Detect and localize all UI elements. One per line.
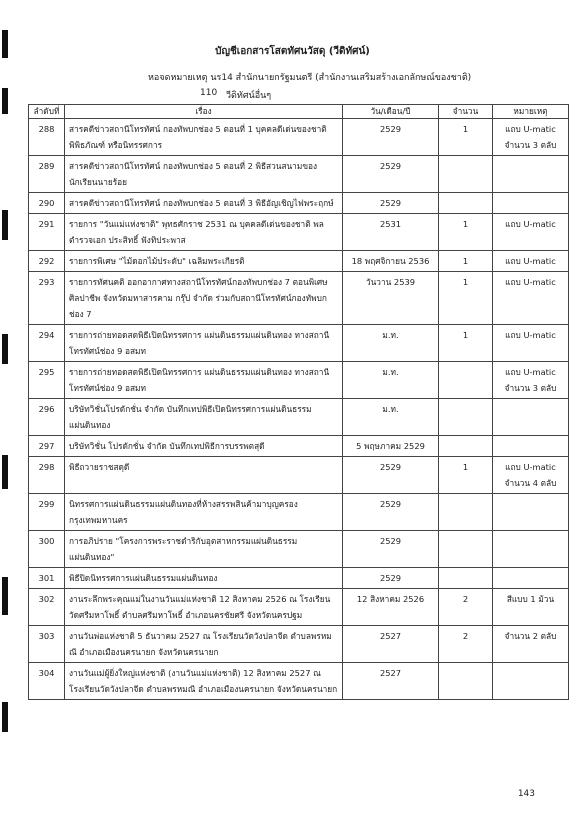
cell-note: แถบ U-matic จำนวน 3 ตลับ [493, 362, 569, 399]
cell-qty [439, 436, 493, 457]
cell-qty: 1 [439, 119, 493, 156]
cell-title: งานระลึกพระคุณแม่ในงานวันแม่แห่งชาติ 12 สิงหาคม 2526 ณ โรงเรียนวัดศรีมหาโพธิ์ ตำบลศรีมหาโพธิ์ อำเภอนครชัยศรี จังหวัดนครปฐม [65, 589, 343, 626]
cell-note [493, 531, 569, 568]
cell-note: แถบ U-matic จำนวน 3 ตลับ [493, 119, 569, 156]
table-row [29, 663, 569, 700]
records-table [28, 104, 569, 700]
cell-title: รายการ "วันแม่แห่งชาติ" พุทธศักราช 2531 ณ บุคคลดีเด่นของชาติ พลตำรวจเอก ประสิทธิ์ ฟังทิประพาส [65, 214, 343, 251]
cell-qty: 1 [439, 457, 493, 494]
cell-title: รายการถ่ายทอดสดพิธีเปิดนิทรรศการ แผ่นดินธรรมแผ่นดินทอง ทางสถานีโทรทัศน์ช่อง 9 อสมท [65, 362, 343, 399]
cell-qty: 1 [439, 272, 493, 325]
binder-mark [2, 210, 8, 240]
col-header-note: หมายเหตุ [493, 105, 569, 119]
cell-qty [439, 399, 493, 436]
cell-no: 302 [29, 589, 65, 626]
cell-note [493, 494, 569, 531]
page-number: 143 [517, 789, 535, 799]
cell-date: 5 พฤษภาคม 2529 [343, 436, 439, 457]
cell-title: บริษัทวิชั่น โปรดักชั่น จำกัด บันทึกเทปพิธีการบรรพตสุดี [65, 436, 343, 457]
cell-no: 299 [29, 494, 65, 531]
cell-qty [439, 494, 493, 531]
table-row [29, 214, 569, 251]
cell-qty [439, 663, 493, 700]
cell-qty [439, 193, 493, 214]
binder-mark [2, 334, 8, 364]
table-row [29, 251, 569, 272]
cell-date: 2529 [343, 531, 439, 568]
cell-qty: 2 [439, 589, 493, 626]
cell-no: 289 [29, 156, 65, 193]
document-title: บัญชีเอกสารโสตทัศนวัสดุ (วีดิทัศน์) [215, 46, 370, 57]
cell-date: 2529 [343, 494, 439, 531]
cell-no: 300 [29, 531, 65, 568]
cell-date: 12 สิงหาคม 2526 [343, 589, 439, 626]
cell-qty [439, 568, 493, 589]
binder-mark [2, 702, 8, 732]
cell-title: งานวันแม่ผู้ยิ่งใหญ่แห่งชาติ (งานวันแม่แห่งชาติ) 12 สิงหาคม 2527 ณ โรงเรียนวัดวังปลาจีด ตำบลพรหมณี อำเภอเมืองนครนายก จังหวัดนครนายก [65, 663, 343, 700]
cell-qty [439, 156, 493, 193]
cell-date: ม.ท. [343, 399, 439, 436]
cell-qty: 1 [439, 214, 493, 251]
cell-no: 290 [29, 193, 65, 214]
cell-date: 2531 [343, 214, 439, 251]
cell-title: สารคดีข่าวสถานีโทรทัศน์ กองทัพบกช่อง 5 ตอนที่ 1 บุคคลดีเด่นของชาติ พิพิธภัณฑ์ หรือนิทรรศการ [65, 119, 343, 156]
cell-qty: 1 [439, 325, 493, 362]
table-row [29, 436, 569, 457]
table-row [29, 325, 569, 362]
cell-note [493, 568, 569, 589]
cell-no: 296 [29, 399, 65, 436]
cell-no: 291 [29, 214, 65, 251]
cell-no: 301 [29, 568, 65, 589]
table-row [29, 156, 569, 193]
cell-note [493, 399, 569, 436]
cell-date: 2529 [343, 568, 439, 589]
cell-date: ม.ท. [343, 362, 439, 399]
cell-no: 295 [29, 362, 65, 399]
cell-date: 2529 [343, 156, 439, 193]
cell-no: 293 [29, 272, 65, 325]
binder-mark [2, 455, 8, 489]
cell-note: แถบ U-matic [493, 251, 569, 272]
col-header-title: เรื่อง [65, 105, 343, 119]
table-row [29, 568, 569, 589]
table-row [29, 193, 569, 214]
cell-note [493, 193, 569, 214]
cell-date: 2527 [343, 626, 439, 663]
cell-date: ม.ท. [343, 325, 439, 362]
table-row [29, 531, 569, 568]
cell-date: 2529 [343, 193, 439, 214]
cell-date: 2529 [343, 457, 439, 494]
archive-line: หอจดหมายเหตุ นร14 สำนักนายกรัฐมนตรี (สำนักงานเสริมสร้างเอกลักษณ์ของชาติ) [148, 73, 472, 83]
table-row [29, 457, 569, 494]
cell-note: จำนวน 2 ตลับ [493, 626, 569, 663]
cell-date: 2529 [343, 119, 439, 156]
cell-no: 303 [29, 626, 65, 663]
cell-no: 297 [29, 436, 65, 457]
binder-mark [2, 88, 8, 114]
cell-qty: 2 [439, 626, 493, 663]
cell-title: นิทรรศการแผ่นดินธรรมแผ่นดินทองที่ห้างสรรพสินค้ามาบุญครอง กรุงเทพมหานคร [65, 494, 343, 531]
col-header-qty: จำนวน [439, 105, 493, 119]
cell-date: 18 พฤศจิกายน 2536 [343, 251, 439, 272]
cell-qty [439, 362, 493, 399]
cell-title: งานวันพ่อแห่งชาติ 5 ธันวาคม 2527 ณ โรงเรียนวัดวังปลาจีด ตำบลพรหมณี อำเภอเมืองนครนายก จังหวัดนครนายก [65, 626, 343, 663]
cell-title: รายการพิเศษ "ไม้ดอกไม้ประดับ" เฉลิมพระเกียรติ [65, 251, 343, 272]
cell-note: แถบ U-matic [493, 272, 569, 325]
cell-qty: 1 [439, 251, 493, 272]
cell-note [493, 436, 569, 457]
table-row [29, 362, 569, 399]
cell-qty [439, 531, 493, 568]
cell-note [493, 663, 569, 700]
cell-no: 288 [29, 119, 65, 156]
cell-note: แถบ U-matic จำนวน 4 ตลับ [493, 457, 569, 494]
cell-title: สารคดีข่าวสถานีโทรทัศน์ กองทัพบกช่อง 5 ตอนที่ 3 พิธีอัญเชิญไฟพระฤกษ์ [65, 193, 343, 214]
table-row [29, 626, 569, 663]
cell-title: สารคดีข่าวสถานีโทรทัศน์ กองทัพบกช่อง 5 ตอนที่ 2 พิธีสวนสนามของนักเรียนนายร้อย [65, 156, 343, 193]
table-row [29, 589, 569, 626]
table-row [29, 272, 569, 325]
binder-mark [2, 577, 8, 615]
col-header-no: ลำดับที่ [29, 105, 65, 119]
cell-no: 294 [29, 325, 65, 362]
table-row [29, 119, 569, 156]
cell-title: บริษัทวิชั่นโปรดักชั่น จำกัด บันทึกเทปพิธีเปิดนิทรรศการแผ่นดินธรรมแผ่นดินทอง [65, 399, 343, 436]
cell-no: 304 [29, 663, 65, 700]
cell-no: 298 [29, 457, 65, 494]
col-header-date: วัน/เดือน/ปี [343, 105, 439, 119]
cell-title: รายการถ่ายทอดสดพิธีเปิดนิทรรศการ แผ่นดินธรรมแผ่นดินทอง ทางสถานีโทรทัศน์ช่อง 9 อสมท [65, 325, 343, 362]
series-line: วีดิทัศน์อื่นๆ [226, 91, 272, 101]
cell-title: พิธีปิดนิทรรศการแผ่นดินธรรมแผ่นดินทอง [65, 568, 343, 589]
cell-no: 292 [29, 251, 65, 272]
cell-note [493, 156, 569, 193]
series-prefix: 110 [200, 88, 218, 98]
cell-note: แถบ U-matic [493, 325, 569, 362]
cell-title: รายการทัศนคติ ออกอากาศทางสถานีโทรทัศน์กองทัพบกช่อง 7 ตอนพิเศษ ศิลปาชีพ จังหวัดมหาสารคาม กรุ๊ป จำกัด ร่วมกับสถานีโทรทัศน์กองทัพบกช่อง 7 [65, 272, 343, 325]
table-header-row [29, 105, 569, 119]
table-row [29, 494, 569, 531]
cell-title: การอภิปราย "โครงการพระราชดำริกับอุตสาหกรรมแผ่นดินธรรมแผ่นดินทอง" [65, 531, 343, 568]
cell-note: สีแบบ 1 ม้วน [493, 589, 569, 626]
cell-title: พิธีถวายราชสดุดี [65, 457, 343, 494]
cell-note: แถบ U-matic [493, 214, 569, 251]
cell-date: 2527 [343, 663, 439, 700]
table-row [29, 399, 569, 436]
cell-date: วันวาน 2539 [343, 272, 439, 325]
